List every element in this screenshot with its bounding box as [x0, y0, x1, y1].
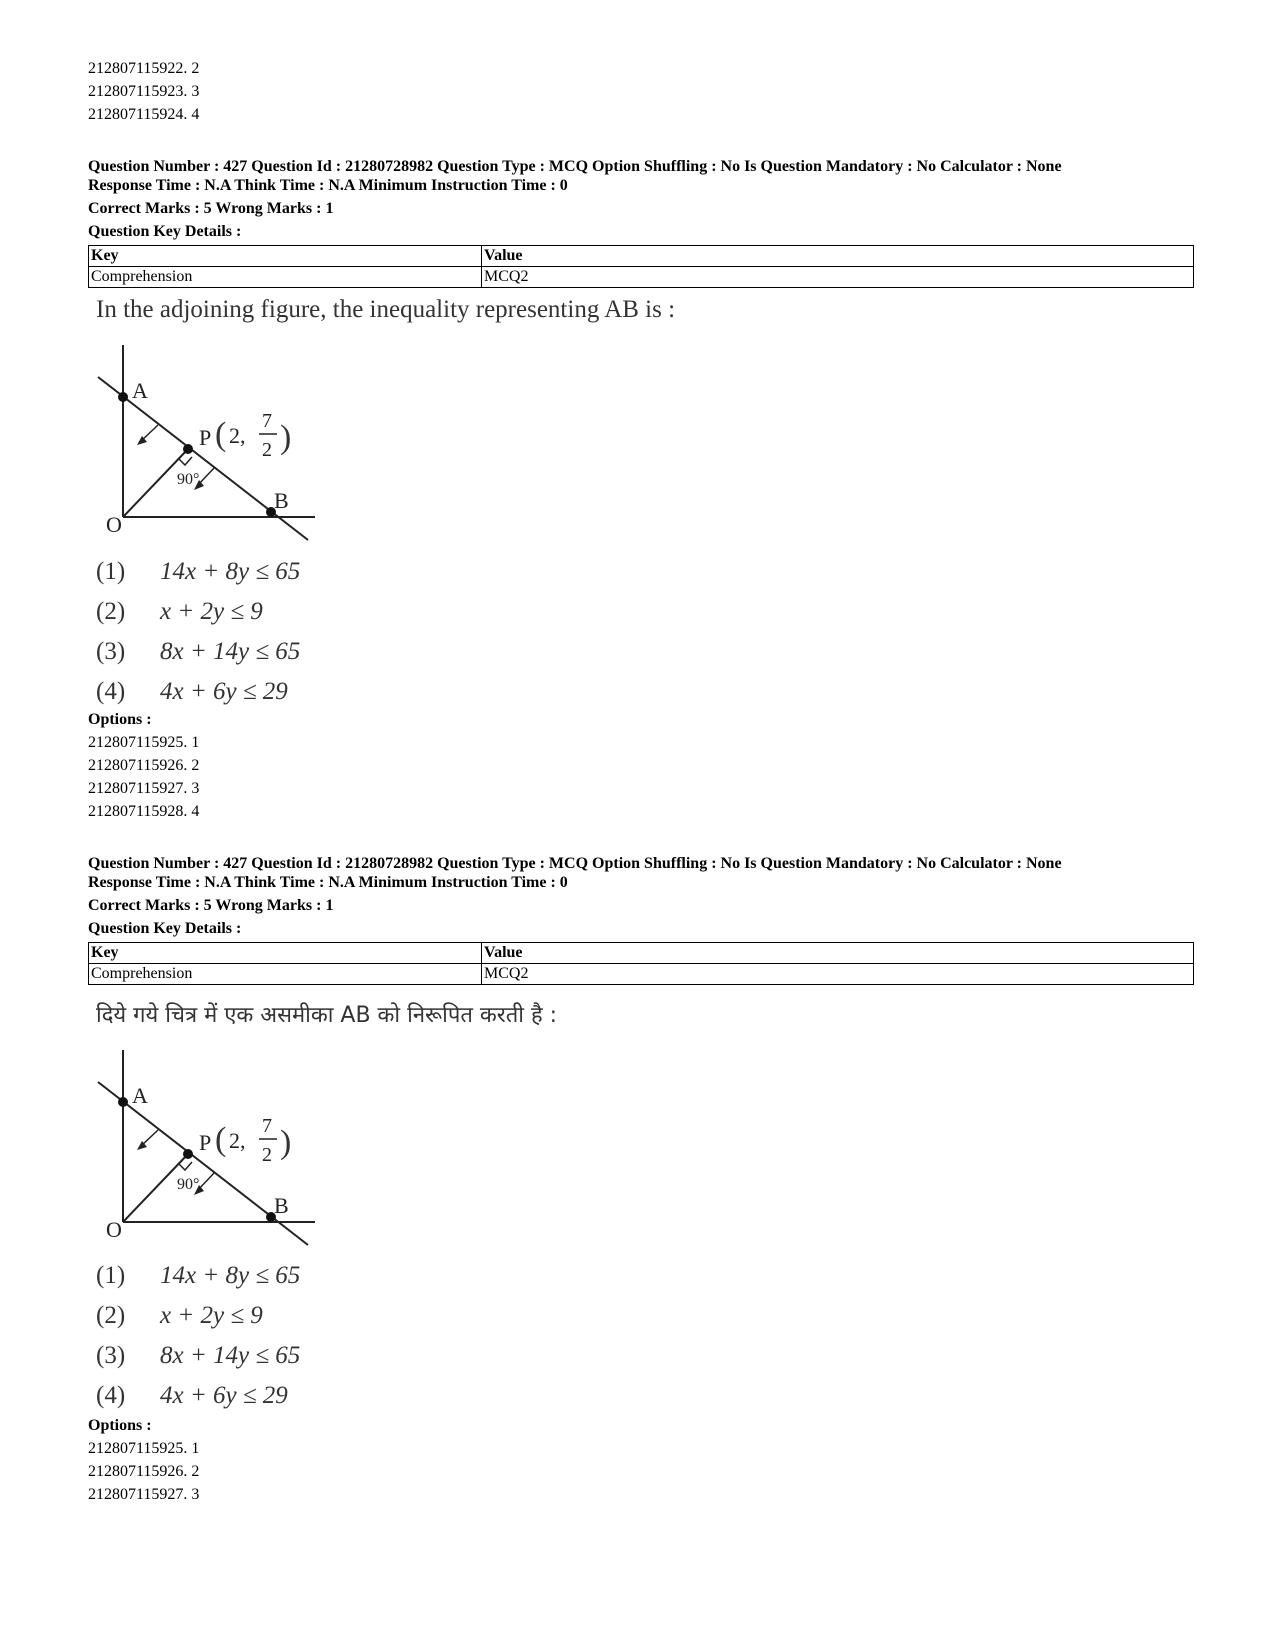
question-key-table — [88, 245, 1194, 288]
question-text: दिये गये चित्र में एक असमीका AB को निरूपित करती है : — [96, 1003, 558, 1028]
choice-number: (3) — [96, 1342, 126, 1369]
table-cell-value: MCQ2 — [482, 964, 1194, 985]
option-line: 212807115927. 3 — [88, 780, 200, 797]
point-o-label: O — [106, 1217, 122, 1242]
table-header-value: Value — [482, 943, 1194, 964]
choice-number: (4) — [96, 678, 126, 705]
option-line: 212807115925. 1 — [88, 1440, 200, 1457]
point-p-y-numerator: 7 — [262, 1115, 272, 1137]
choice-number: (2) — [96, 598, 126, 625]
table-row — [89, 964, 1194, 985]
option-line: 212807115928. 4 — [88, 803, 200, 820]
point-p-y-denominator: 2 — [262, 1144, 272, 1166]
question-key-table — [88, 942, 1194, 985]
table-header-row — [89, 246, 1194, 267]
choice-number: (4) — [96, 1382, 126, 1409]
question-header-line2: Response Time : N.A Think Time : N.A Minimum Instruction Time : 0 — [88, 874, 568, 891]
options-label: Options : — [88, 711, 152, 728]
point-p-y-numerator: 7 — [262, 410, 272, 432]
inequality-figure — [90, 1045, 330, 1250]
key-details-label: Question Key Details : — [88, 223, 242, 240]
point-p-x: 2, — [229, 1128, 246, 1153]
table-header-key: Key — [89, 246, 482, 267]
question-marks: Correct Marks : 5 Wrong Marks : 1 — [88, 897, 334, 914]
option-line: 212807115926. 2 — [88, 1463, 200, 1480]
option-line: 212807115925. 1 — [88, 734, 200, 751]
point-p-x: 2, — [229, 423, 246, 448]
table-header-key: Key — [89, 943, 482, 964]
option-line: 212807115924. 4 — [88, 106, 200, 123]
table-cell-key: Comprehension — [89, 964, 482, 985]
option-line: 212807115927. 3 — [88, 1486, 200, 1503]
angle-label: 90° — [177, 471, 200, 488]
table-row — [89, 267, 1194, 288]
option-line: 212807115923. 3 — [88, 83, 200, 100]
choice-text: 4x + 6y ≤ 29 — [160, 678, 288, 705]
table-cell-value: MCQ2 — [482, 267, 1194, 288]
inequality-figure — [90, 340, 330, 545]
angle-label: 90° — [177, 1176, 200, 1193]
key-details-label: Question Key Details : — [88, 920, 242, 937]
choice-number: (1) — [96, 1262, 126, 1289]
svg-text:(: ( — [215, 416, 227, 453]
question-header-line2: Response Time : N.A Think Time : N.A Minimum Instruction Time : 0 — [88, 177, 568, 194]
point-b-label: B — [274, 488, 289, 513]
point-a-label: A — [132, 378, 148, 403]
point-p-label: P — [199, 425, 212, 450]
option-line: 212807115922. 2 — [88, 60, 200, 77]
question-text: In the adjoining figure, the inequality representing AB is : — [96, 296, 676, 323]
choice-text: x + 2y ≤ 9 — [160, 598, 263, 625]
point-p-label: P — [199, 1130, 212, 1155]
table-cell-key: Comprehension — [89, 267, 482, 288]
choice-number: (1) — [96, 558, 126, 585]
option-line: 212807115926. 2 — [88, 757, 200, 774]
question-header-line1: Question Number : 427 Question Id : 21280728982 Question Type : MCQ Option Shuffling : No Is Question Mandatory : No Calculator : None — [88, 855, 1062, 872]
choice-text: x + 2y ≤ 9 — [160, 1302, 263, 1329]
point-a-label: A — [132, 1083, 148, 1108]
choice-number: (2) — [96, 1302, 126, 1329]
table-header-value: Value — [482, 246, 1194, 267]
table-header-row — [89, 943, 1194, 964]
question-marks: Correct Marks : 5 Wrong Marks : 1 — [88, 200, 334, 217]
choice-text: 14x + 8y ≤ 65 — [160, 558, 301, 585]
choice-text: 8x + 14y ≤ 65 — [160, 638, 301, 665]
options-label: Options : — [88, 1417, 152, 1434]
svg-text:): ) — [280, 419, 292, 456]
question-header-line1: Question Number : 427 Question Id : 21280728982 Question Type : MCQ Option Shuffling : No Is Question Mandatory : No Calculator : None — [88, 158, 1062, 175]
svg-text:): ) — [280, 1124, 292, 1161]
svg-text:(: ( — [215, 1121, 227, 1158]
point-b-label: B — [274, 1193, 289, 1218]
point-o-label: O — [106, 512, 122, 537]
choice-number: (3) — [96, 638, 126, 665]
choice-text: 14x + 8y ≤ 65 — [160, 1262, 301, 1289]
choice-text: 8x + 14y ≤ 65 — [160, 1342, 301, 1369]
point-p-y-denominator: 2 — [262, 439, 272, 461]
choice-text: 4x + 6y ≤ 29 — [160, 1382, 288, 1409]
